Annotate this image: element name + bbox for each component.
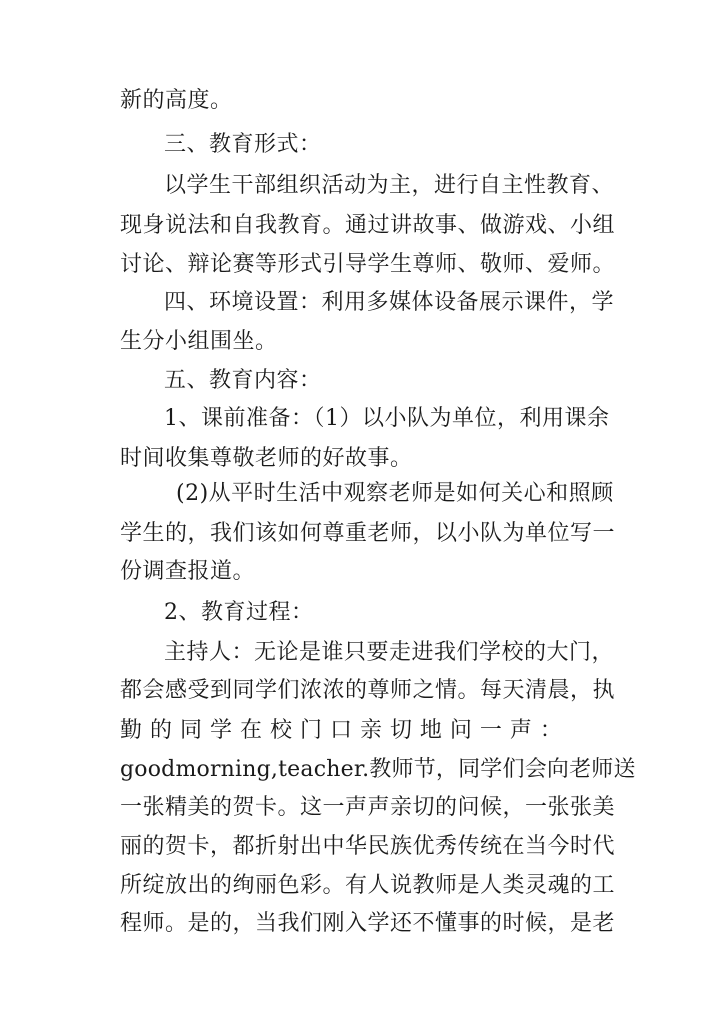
text-line: 新的高度。 bbox=[120, 88, 233, 113]
text-line: 四、环境设置：利用多媒体设备展示课件，学 bbox=[164, 290, 615, 315]
section-heading: 2、教育过程： bbox=[164, 600, 314, 625]
section-heading: 五、教育内容： bbox=[164, 368, 322, 393]
text-line: 1、课前准备：（1）以小队为单位，利用课余 bbox=[164, 406, 610, 431]
text-line: 以学生干部组织活动为主，进行自主性教育、 bbox=[164, 173, 615, 198]
text-line: 丽的贺卡，都折射出中华民族优秀传统在当今时代 bbox=[120, 834, 616, 859]
text-line: 现身说法和自我教育。通过讲故事、做游戏、小组 bbox=[120, 213, 616, 238]
text-line: 主持人：无论是谁只要走进我们学校的大门， bbox=[164, 640, 615, 665]
text-line: 学生的，我们该如何尊重老师，以小队为单位写一 bbox=[120, 521, 616, 546]
text-line: 所绽放出的绚丽色彩。有人说教师是人类灵魂的工 bbox=[120, 873, 616, 898]
text-line: goodmorning,teacher.教师节，同学们会向老师送 bbox=[120, 757, 636, 782]
section-heading: 三、教育形式： bbox=[164, 132, 322, 157]
text-line: 勤 的 同 学 在 校 门 口 亲 切 地 问 一 声 ： bbox=[120, 718, 563, 743]
text-line: 生分小组围坐。 bbox=[120, 329, 278, 354]
text-line: 份调查报道。 bbox=[120, 559, 256, 584]
text-line: 时间收集尊敬老师的好故事。 bbox=[120, 446, 413, 471]
text-line: 都会感受到同学们浓浓的尊师之情。每天清晨，执 bbox=[120, 678, 616, 703]
text-line: 讨论、辩论赛等形式引导学生尊师、敬师、爱师。 bbox=[120, 252, 616, 277]
text-line: 程师。是的，当我们刚入学还不懂事的时候，是老 bbox=[120, 911, 616, 936]
text-line: 一张精美的贺卡。这一声声亲切的问候，一张张美 bbox=[120, 795, 616, 820]
text-line: (2)从平时生活中观察老师是如何关心和照顾 bbox=[176, 481, 614, 506]
